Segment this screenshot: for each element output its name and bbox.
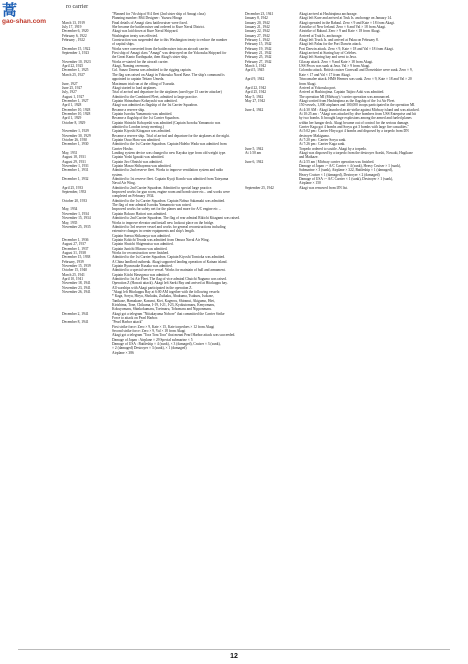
timeline-date: November 23, 1941	[62, 285, 91, 290]
timeline-event: Operation Z (Hawaii attack). Akagi left Saeki Bay and arrived at Hitokappu bay.	[112, 281, 228, 286]
timeline-event: Akagi arrived at Staring bay of Celebes.	[299, 51, 357, 56]
timeline-date: November 10, 1923	[62, 59, 91, 64]
timeline-date: March 25, 1941	[62, 272, 85, 277]
right-column	[245, 12, 430, 190]
timeline-event: by two bombs. It brought large explosions among the armed and fueled planes	[299, 116, 412, 121]
timeline-event: within her hangar deck. Akagi became out of control for the serious damage.	[299, 120, 410, 125]
timeline-date: March 25, 1927	[62, 72, 85, 77]
timeline-event: Port Darwin attack. Zero × 9, Kate × 18 and Val × 18 from Akagi.	[299, 46, 394, 51]
timeline-event: Captain Ryunosuke Kusaka was admitted.	[112, 263, 173, 268]
timeline-date: January 21, 1942	[245, 25, 270, 30]
timeline-event: Akagi was laid down at Kure Naval Shipyard.	[112, 29, 179, 34]
timeline-event: Trincomalee attack. HMS Hermes was sunk. Zero × 9, Kate × 18 and Val × 20	[299, 77, 412, 82]
timeline-event: Akagi left Palau for the Port Darwin attack.	[299, 42, 362, 47]
timeline-date: April 5, 1945	[245, 68, 265, 73]
timeline-event: Works re-started for the aircraft carrier.	[112, 59, 169, 64]
timeline-event: Damage of Japan : Airplane × 29 Special submarine × 5	[112, 337, 193, 342]
timeline-date: April 25, 1942	[245, 90, 267, 95]
timeline-event: Force to attack on Pearl Harbor.	[112, 316, 158, 321]
timeline-event: Captain Junichi Mizuno was admitted.	[112, 246, 168, 251]
timeline-event: Arrived at Truk Is. anchorage.	[299, 33, 343, 38]
timeline-date: September 25, 1942	[245, 185, 274, 190]
timeline-event: At 5:02 pm : Carrier Hiryu got 4 bombs and disposed by a torpedo from DN	[299, 129, 409, 134]
timeline-event: Admitted to the 1st Carrier Squadron. Captain Nobuo Sakamaki was admitted.	[112, 198, 225, 203]
timeline-event: Works were converted from the battlecruiser into an aircraft carrier.	[112, 46, 210, 51]
timeline-date: December 1, 1937	[62, 246, 89, 251]
timeline-event: Damage of USA : Battleship × 4 (sunk), × 3 (damaged), Cruiser × 3 (sunk),	[112, 342, 221, 347]
timeline-date: February 6, 1922	[62, 33, 87, 38]
timeline-date: June, 1927	[62, 81, 78, 86]
timeline-date: December 6, 1920	[62, 29, 89, 34]
timeline-event: Admitted to 2nd Carrier Squadron. Admitted to special large practice.	[112, 185, 213, 190]
timeline-event: The flag was raised on Akagi in Yokosuka Naval Base. The ship's command is	[112, 72, 225, 77]
timeline-event: Admitted to 2nd Carrier Squadron. The flag of rear admiral Rikichi Kitagami was raised.	[112, 216, 240, 221]
timeline-date: August 29, 1931	[62, 159, 86, 164]
timeline-event: completed on February 1934.	[112, 194, 155, 199]
timeline-date: November 15, 1934	[62, 216, 91, 221]
timeline-date	[62, 351, 112, 355]
timeline-event: from Akagi.	[299, 81, 317, 86]
timeline-event: Works to improve elevator and install new lookout place on the bridge.	[112, 220, 215, 225]
timeline-event: Captain Masao Shibayama was admitted.	[112, 164, 172, 169]
timeline-event: A China landlord outbreak. Akagi supported landing operation of Kainan island.	[112, 259, 228, 264]
timeline-event: Landing system device was changed to new Kayaba type from old weight type.	[112, 151, 227, 155]
timeline-date: June 6, 1942	[245, 159, 264, 164]
timeline-date: November 1, 1934	[62, 211, 89, 216]
timeline-date: April 25, 1933	[62, 185, 84, 190]
timeline-date: December 15, 1922	[62, 46, 91, 51]
timeline-date: April 1, 1929	[62, 116, 82, 121]
timeline-event: Akagi, Naming ceremony.	[112, 64, 150, 69]
timeline-event: Akagi was admitted as flagship of the 1st Carrier Squadron.	[112, 103, 199, 108]
timeline-event: Works for reconstruction were finished.	[112, 250, 170, 255]
timeline-event: Col. Sanzo Umena was admitted to the rigging captain.	[112, 68, 192, 73]
timeline-event: At 4:30 AM : Akagi launched an air-strike against Midway island and was attacked.	[299, 107, 420, 112]
timeline-date: April 1, 1928	[62, 103, 82, 108]
timeline-date: December 1, 1932	[62, 177, 89, 182]
timeline-date: September 1, 1923	[62, 51, 90, 56]
timeline-date: June 25, 1927	[62, 85, 83, 90]
timeline-event: * Kaga, Soryu, Hiryu, Shokaku, Zuikaku, Abukuma, Tsukuru, Isokaze,	[112, 294, 214, 299]
timeline-event: Trial of arrival and departure for the airplanes (used type 13 carrier attacker)	[112, 90, 222, 95]
timeline-event: Kokuyomaru, Shinkokumaru, Toeimaru, Tohomaru and Nipponmaru.	[112, 307, 212, 312]
timeline-event: the Great Kanto Earthquake, then Akagi's sister ship.	[112, 55, 188, 60]
timeline-event: She became the battlecruiser and ordered to Kure Naval District.	[112, 25, 206, 30]
logo-glyphs: 蒿	[2, 1, 18, 19]
timeline-event: Washington treaty was effected.	[112, 33, 158, 38]
timeline-date: December 23, 1941	[245, 12, 274, 16]
timeline-date: June 5, 1942	[245, 146, 264, 151]
timeline-event: Airstrike of Rabaul. Zero × 9 and Kate × 18 from Akagi.	[299, 29, 381, 34]
timeline-event: Airplane × 386	[112, 350, 134, 355]
timeline-date: February 21, 1942	[245, 51, 272, 56]
timeline-date: November 15, 1939	[62, 263, 91, 268]
timeline-date: August 1, 1927	[62, 94, 85, 99]
timeline-event: Naval Air Wing.	[112, 181, 136, 186]
timeline-date: February , 1922	[62, 38, 85, 43]
timeline-event: Kirishima, Tone, Chikuma, I-19, I-21, I-23, Kyokutomaru, Kenyomaru,	[112, 303, 215, 308]
timeline-date: January 27, 1942	[245, 33, 270, 38]
timeline-event: Akagi arrived at Hashirajima anchorage.	[299, 12, 358, 16]
timeline-date: February 27, 1942	[245, 59, 272, 64]
timeline-date: June 4, 1942	[245, 107, 264, 112]
timeline-event: Final details of Amagi class battlecruiser were fixed.	[112, 20, 188, 25]
timeline-date: December 1, 1925	[62, 68, 89, 73]
timeline-date: February 25, 1942	[245, 55, 272, 60]
timeline-date: April 9, 1942	[245, 77, 265, 82]
timeline-event: Akagi was removed from IJN list.	[299, 185, 348, 190]
timeline-event: Akagi operated in the Rabaul. Zero × 9 and Kate × 18 from Akagi.	[299, 20, 395, 25]
timeline-date: January 20, 1942	[245, 20, 270, 25]
timeline-date: October 20, 1933	[62, 198, 88, 203]
timeline-event: Admitted to the 1st Carrier Squadron. Captain Kiyoshi Tomioka was admitted.	[112, 255, 226, 260]
timeline-event: Captain Jiro Ohnishi was admitted.	[112, 159, 163, 164]
timeline-date: December 2, 1941	[62, 311, 89, 316]
timeline-date: April 22, 1942	[245, 85, 267, 90]
timeline-event: Captain Shuichi Shigematsu was admitted.	[112, 242, 174, 247]
timeline-event: Improved works for safety net for the planes and more for A/C engine etc ...	[112, 207, 222, 212]
timeline-date: December 1, 1927	[62, 98, 89, 103]
timeline-date: December 1, 1930	[62, 142, 89, 147]
timeline-event: Admitted to 1st reserve fleet. Captain Kyoji Kondo was admitted from Tateyama	[112, 177, 229, 182]
timeline-event: Captain Kiichi Hasegawa was admitted.	[112, 272, 170, 277]
timeline-event: Akagi was disposed by a torpedo from the destroyer Arashi, Nowaki, Hagikaze	[299, 151, 413, 155]
timeline-event: Captain Sanwa Shikanoya was admitted.	[112, 233, 171, 238]
timeline-event: Akagi sortied from Hashirajima as the flagship of the 1st Air Fleet.	[299, 98, 396, 103]
site-logo	[2, 2, 62, 32]
timeline-event: "Pearl Harbor attack"	[112, 320, 143, 325]
timeline-date: December 1, 1936	[62, 237, 89, 242]
timeline-event: Arrived at Hashirajima. Captain Taijiro Aoki was admitted.	[299, 90, 385, 95]
timeline-event: Torpedo ordered to scuttle. Akagi by a torpedo.	[299, 146, 367, 151]
timeline-date: May, 1935	[62, 220, 78, 225]
timeline-date: November 18, 1941	[62, 281, 91, 286]
timeline-date: January 8, 1942	[245, 16, 268, 21]
timeline-date: December 15, 1938	[62, 255, 91, 260]
timeline-event: Admitted to the Combined Fleet, admitted to large practice.	[112, 94, 198, 99]
timeline-date: October 8, 1929	[62, 120, 86, 125]
timeline-event: Captain Osuo Hara was admitted.	[112, 137, 161, 142]
timeline-date: December 10, 1928	[62, 111, 91, 116]
timeline-event: The flag of rear admiral Isoroku Yamamoto was raised.	[112, 203, 192, 208]
timeline-event: appointed to captain Teitaro Umeda.	[112, 77, 165, 82]
timeline-event: Became a reserve ship.	[112, 107, 146, 112]
timeline-event: of capital ships.	[112, 42, 135, 47]
timeline-date: April 22, 1925	[62, 64, 84, 69]
timeline-event: Submarine × 3 (sunk), Airplane × 322, Battleship × 1 (damaged),	[299, 168, 393, 173]
timeline-date: February 15, 1942	[245, 42, 272, 47]
timeline-date: May 27, 1942	[245, 98, 266, 103]
timeline-event: Captain Shinichi Kobayashi was admitted (Captain Isoroku Yamamoto was	[112, 120, 221, 125]
timeline-date: July 17, 1919	[62, 25, 82, 30]
timeline-date: November 26, 1941	[62, 290, 91, 294]
timeline-event: Akagi left Truck Is. and arrived at Palau on February 8.	[299, 38, 379, 43]
timeline-event: Carrier Hosho.	[112, 146, 134, 151]
timeline-date: November 1, 1931	[62, 164, 89, 169]
timeline-event: Tanikaze, Hamakaze, Kasumi, Kiei, Kagerou, Shiranui, Akigumo, Hiei,	[112, 298, 216, 303]
timeline-date: February 1, 1942	[245, 38, 270, 43]
timeline-event: Cilacap attack. Zero × 9 and Kate × 18 from Akagi.	[299, 59, 374, 64]
timeline-date: March 13, 1919	[62, 20, 85, 25]
timeline-date: November 1, 1929	[62, 129, 89, 134]
timeline-date: April 10, 1941	[62, 276, 84, 281]
timeline-event: Planning number: B64 Designer : Yuzuru Hiraga	[112, 16, 183, 21]
timeline-date: February, 1939	[62, 259, 84, 264]
timeline-event: Captain Rokuro Hattori was admitted.	[112, 211, 167, 216]
timeline-event: Arrived at Yokosuka port.	[299, 85, 337, 90]
timeline-event: Admitted to a special service vessel. Works for maintain of hull and armament.	[112, 268, 226, 273]
left-column	[62, 12, 242, 355]
timeline-date: August 27, 1937	[62, 242, 86, 247]
timeline-event: At 7:26 pm : Carrier Kaga sank.	[299, 142, 346, 147]
timeline-event: Admitted to the 1st Carrier Squadron. Captain Hideho Wada was admitted from	[112, 142, 227, 147]
timeline-date: August 18, 1931	[62, 155, 86, 160]
timeline-date: January 22, 1942	[245, 29, 270, 34]
timeline-event: system.	[112, 172, 123, 177]
timeline-event: Damage of USA :-- A/C Carrier × 1 (sunk), Destroyer × 1 (sunk),	[299, 177, 394, 182]
timeline-event: Became a reserve ship. Trial of arrival and departure for the airplanes at the night.	[112, 133, 230, 138]
timeline-date: September, 1933	[62, 190, 87, 195]
timeline-event: Akagi started to load airplanes.	[112, 85, 157, 90]
timeline-date: December 8, 1941	[62, 320, 89, 325]
timeline-date: May, 1934	[62, 207, 78, 212]
timeline-date: October 15, 1940	[62, 268, 88, 273]
timeline-event: destroyer Makigumo.	[299, 133, 330, 138]
timeline-event: At 2:55 am | Midway carrier operation was finished.	[299, 159, 375, 164]
timeline-event: Captain Kokichi Terada was admitted from Omura Naval Air Wing.	[112, 237, 210, 242]
timeline-event: At 7:20 pm : Carrier Soryu sank.	[299, 137, 347, 142]
timeline-event: Akagi got a telegram "Tora Tora Tora" that meant Pearl Harbor attack was succeeded.	[112, 333, 236, 338]
timeline-event: USS Pecos was sunk at Java. Val × 9 from Akagi.	[299, 64, 371, 69]
timeline-date: May 5, 1942	[245, 94, 264, 99]
timeline-date: May, 1931	[62, 151, 78, 155]
timeline-event: 150 vessels, 1,000 airplanes and 100,000 troops participated in the operation MI.	[299, 103, 416, 108]
timeline-event: Captain Kiyoshi Kitagawa was admitted.	[112, 129, 171, 134]
timeline-event: "Akagi left Hitokappu Bay at 6:00 AM together with the following vessels:	[112, 290, 221, 294]
timeline-date: November 25, 1935	[62, 224, 91, 229]
timeline-event: Akagi left Staring bay and went to Java.	[299, 55, 357, 60]
timeline-event: Admitted to 2nd reserve fleet. Works to improve ventilation system and radio	[112, 168, 224, 173]
timeline-event: Airstrike of New Ireland. Zero × 6 and Val × 18 from Akagi.	[299, 25, 387, 30]
timeline-event: Damage of Japan :-- A/C Carrier × 4 (sunk), Heavy Cruiser × 1 (sunk),	[299, 164, 401, 169]
timeline-date: February 19, 1942	[245, 46, 272, 51]
timeline-event: Captain Shinzaburo Kobayashi was admitted.	[112, 98, 178, 103]
timeline-date: December 10, 1928	[62, 107, 91, 112]
logo-url: gao-shan.com	[2, 18, 47, 25]
page-header-title: ro carrier	[66, 4, 89, 10]
timeline-date: At 1:50 am	[245, 151, 262, 155]
timeline-event: Airplane × 150	[299, 181, 321, 186]
timeline-event: extensive changes in center equipments and ship's length.	[112, 229, 195, 234]
timeline-event: Admitted to 1st Air Fleet. The flag of vice admiral Chuichi Nagumo was raised.	[112, 276, 227, 281]
timeline-event: First strike force: Zero × 9, Kate × 15, Kate torpedoes × 12 from Akagi	[112, 324, 215, 329]
timeline-event: Maximum trial run at the offing of Tsuruda.	[112, 81, 175, 86]
timeline-event: All warships with Akagi participated in the operation Z.	[112, 285, 193, 290]
timeline-event: Captain Isoroku Yamamoto was admitted.	[112, 111, 173, 116]
timeline-event: admitted to London treaty meeting.)	[112, 124, 164, 129]
timeline-date: October 26, 1930	[62, 137, 88, 142]
timeline-event: Carrier Kaga got 4 bombs and Soryu got 3 bombs with large fire casualties."	[299, 124, 409, 129]
timeline-date: August 31, 1938	[62, 250, 86, 255]
timeline-row	[62, 351, 242, 355]
timeline-event: At 10:25 am : "Akagi was attacked by dive bombers from USS Enterprise and hit	[299, 111, 417, 116]
timeline-row	[245, 186, 430, 190]
timeline-date: July, 1927	[62, 90, 77, 95]
timeline-event: Admitted to 3rd reserve vessel and works for general reconstructions including	[112, 224, 226, 229]
timeline-date: March 1, 1942	[245, 64, 267, 69]
timeline-date: November 30, 1929	[62, 133, 91, 138]
timeline-event: Akagi left Kure and arrived at Truk Is. anchorage on January 14.	[299, 16, 392, 21]
timeline-event: Captain Yoshi Igasaki was admitted.	[112, 155, 165, 160]
timeline-event: and Maikaze.	[299, 155, 319, 160]
timeline-event: × 2 (damaged) Destroyer × 3 (sunk), × 1 (damaged)	[112, 346, 187, 351]
page-number: 12	[230, 653, 238, 660]
timeline-event: Akagi got a telegram "Niitakayama Nobore" that committed the Carrier Strike	[112, 311, 225, 316]
timeline-event: Improved works for gun room, engine room and bomb store etc... and works were	[112, 190, 230, 195]
timeline-event: First ship of Amagi class "Amagi" was destroyed on the Yokosuka Shipyard for	[112, 51, 227, 56]
timeline-event: Became a flagship of the 1st Carrier Squadron.	[112, 116, 180, 121]
timeline-event: Construction was suspended due to this Washington treaty to reduce the number	[112, 38, 228, 43]
timeline-event: "Planned for 7th ship of 8/4 fleet (2nd sister ship of Amagi class)	[112, 12, 206, 16]
timeline-date: December 1, 1931	[62, 168, 89, 173]
footer-rule	[18, 649, 450, 650]
timeline-event: Kate × 17 and Val × 17 from Akagi.	[299, 72, 351, 77]
timeline-event: Second strike force: Zero × 9, Val × 18 from Akagi	[112, 329, 186, 334]
timeline-event: The operation MI (Midway) / carrier operation was announced.	[299, 94, 391, 99]
timeline-event: Heavy Cruiser × 1 (damaged), Destroyer × 2 (damaged)	[299, 172, 380, 177]
timeline-event: Colombo attack. British cruiser Cornwall and Dorsetshire were sunk. Zero × 9,	[299, 68, 413, 73]
